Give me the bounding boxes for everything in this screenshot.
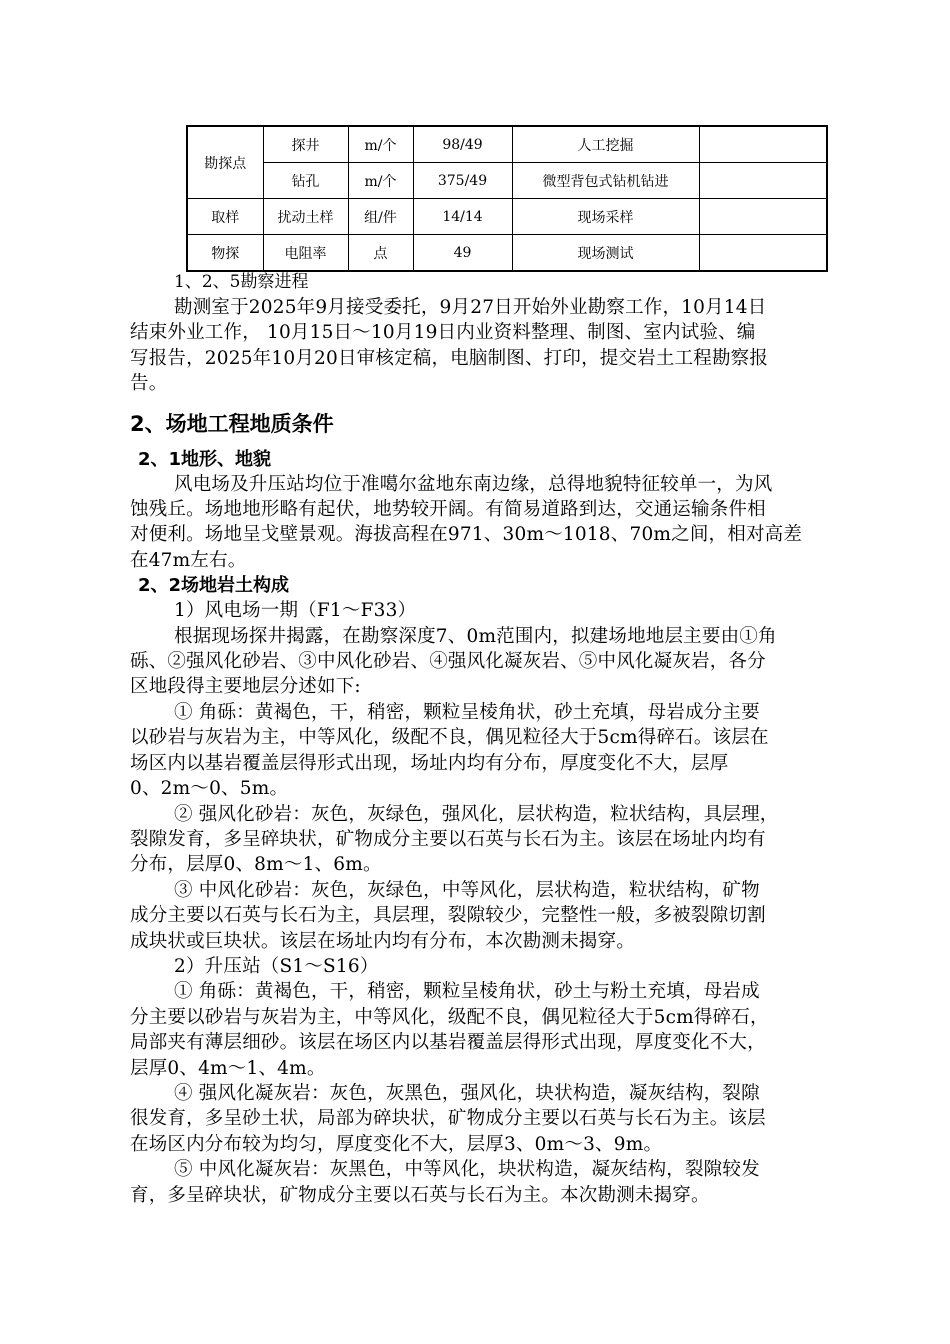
text-line: 分主要以砂岩与灰岩为主，中等风化，级配不良，偶见粒径大于5cm得碎石， bbox=[130, 1006, 769, 1028]
table-row bbox=[187, 199, 827, 235]
text-line: 风电场及升压站均位于准噶尔盆地东南边缘，总得地貌特征较单一，为风 bbox=[174, 473, 773, 495]
table-cell: 现场采样 bbox=[512, 199, 699, 235]
paragraph-substation-layer-5 bbox=[130, 1157, 890, 1208]
text-line: 对便利。场地呈戈壁景观。海拔高程在971、30m～1018、70m之间，相对高差 bbox=[130, 524, 803, 546]
paragraph-wind-intro bbox=[130, 624, 890, 700]
document-body bbox=[130, 270, 890, 1208]
table-cell: 点 bbox=[348, 235, 413, 272]
paragraph-progress bbox=[130, 295, 890, 397]
text-line: 分布，层厚0、8m～1、6m。 bbox=[130, 854, 382, 876]
table-cell bbox=[699, 199, 827, 235]
section-heading-site-conditions: 2、场地工程地质条件 bbox=[130, 411, 334, 436]
paragraph-substation-layer-4 bbox=[130, 1081, 890, 1157]
table-cell: 钻孔 bbox=[263, 163, 348, 199]
text-line: 成块状或巨块状。该层在场址内均有分布，本次勘测未揭穿。 bbox=[130, 930, 635, 952]
text-line: 裂隙发育，多呈碎块状，矿物成分主要以石英与长石为主。该层在场址内均有 bbox=[130, 828, 766, 850]
paragraph-wind-layer-2 bbox=[130, 802, 890, 878]
table-cell: 探井 bbox=[263, 126, 348, 163]
text-line: 以砂岩与灰岩为主，中等风化，级配不良，偶见粒径大于5cm得碎石。该层在 bbox=[130, 727, 769, 749]
table-row bbox=[187, 235, 827, 272]
table-cell: 49 bbox=[413, 235, 512, 272]
text-line: 区地段得主要地层分述如下: bbox=[130, 676, 361, 698]
text-line: 结束外业工作， 10月15日～10月19日内业资料整理、制图、室内试验、编 bbox=[130, 322, 756, 344]
text-line: 砾、②强风化砂岩、③中风化砂岩、④强风化凝灰岩、⑤中风化凝灰岩，各分 bbox=[130, 651, 766, 673]
table-cell: 375/49 bbox=[413, 163, 512, 199]
table-cell bbox=[699, 126, 827, 163]
table-row bbox=[187, 163, 827, 199]
text-line: ② 强风化砂岩：灰色，灰绿色，强风化，层状构造，粒状结构，具层理， bbox=[174, 803, 779, 825]
table-cell: 98/49 bbox=[413, 126, 512, 163]
table-cell bbox=[699, 163, 827, 199]
table-row bbox=[187, 126, 827, 163]
text-line: 蚀残丘。场地地形略有起伏，地势较开阔。有简易道路到达，交通运输条件相 bbox=[130, 499, 766, 521]
text-line: 告。 bbox=[130, 373, 168, 395]
text-line: 勘测室于2025年9月接受委托，9月27日开始外业勘察工作，10月14日 bbox=[174, 297, 767, 318]
table-cell: m/个 bbox=[348, 126, 413, 163]
table-cell: 组/件 bbox=[348, 199, 413, 235]
table-cell: 现场测试 bbox=[512, 235, 699, 272]
table-cell: 取样 bbox=[187, 199, 263, 235]
paragraph-substation-layer-1 bbox=[130, 979, 890, 1081]
text-line: ④ 强风化凝灰岩：灰色，灰黑色，强风化，块状构造，凝灰结构，裂隙 bbox=[174, 1082, 760, 1104]
text-line: 局部夹有薄层细砂。该层在场区内以基岩覆盖层得形式出现，厚度变化不大， bbox=[130, 1032, 766, 1054]
text-line: ① 角砾：黄褐色，干，稍密，颗粒呈棱角状，砂土充填，母岩成分主要 bbox=[174, 701, 760, 723]
table-cell: 微型背包式钻机钻进 bbox=[512, 163, 699, 199]
table-cell bbox=[699, 235, 827, 272]
text-line: 成分主要以石英与长石为主，具层理，裂隙较少，完整性一般，多被裂隙切割 bbox=[130, 905, 766, 927]
paragraph-terrain bbox=[130, 472, 890, 574]
text-line: ① 角砾：黄褐色，干，稍密，颗粒呈棱角状，砂土与粉土充填，母岩成 bbox=[174, 981, 760, 1003]
paragraph-wind-layer-1 bbox=[130, 700, 890, 802]
text-line: ⑤ 中风化凝灰岩：灰黑色，中等风化，块状构造，凝灰结构，裂隙较发 bbox=[174, 1159, 760, 1181]
text-line: 很发育，多呈砂土状，局部为碎块状，矿物成分主要以石英与长石为主。该层 bbox=[130, 1108, 766, 1130]
section-heading-terrain: 2、1地形、地貌 bbox=[138, 448, 272, 470]
table-cell: 14/14 bbox=[413, 199, 512, 235]
subsection-title-substation: 2）升压站（S1～S16） bbox=[174, 955, 379, 977]
text-line: 0、2m～0、5m。 bbox=[130, 778, 289, 800]
paragraph-wind-layer-3 bbox=[130, 878, 890, 954]
table-cell: 电阻率 bbox=[263, 235, 348, 272]
section-heading-strata: 2、2场地岩土构成 bbox=[138, 575, 290, 597]
text-line: 根据现场探井揭露，在勘察深度7、0m范围内，拟建场地地层主要由①角 bbox=[174, 625, 777, 647]
text-line: 场区内以基岩覆盖层得形式出现，场址内均有分布，厚度变化不大，层厚 bbox=[130, 752, 729, 774]
table-cell: 勘探点 bbox=[187, 126, 263, 199]
table-cell: 人工挖掘 bbox=[512, 126, 699, 163]
section-heading-progress: 1、2、5勘察进程 bbox=[174, 272, 309, 292]
table-cell: 扰动土样 bbox=[263, 199, 348, 235]
table-cell: 物探 bbox=[187, 235, 263, 272]
table-cell: m/个 bbox=[348, 163, 413, 199]
text-line: 写报告，2025年10月20日审核定稿，电脑制图、打印，提交岩土工程勘察报 bbox=[130, 347, 769, 369]
text-line: 在场区内分布较为均匀，厚度变化不大，层厚3、0m～3、9m。 bbox=[130, 1133, 663, 1155]
text-line: 层厚0、4m～1、4m。 bbox=[130, 1057, 326, 1079]
text-line: 育，多呈碎块状，矿物成分主要以石英与长石为主。本次勘测未揭穿。 bbox=[130, 1184, 710, 1206]
survey-workload-table bbox=[186, 125, 828, 272]
subsection-title-wind-farm: 1）风电场一期（F1～F33） bbox=[174, 600, 417, 622]
text-line: 在47m左右。 bbox=[130, 549, 247, 571]
text-line: ③ 中风化砂岩：灰色，灰绿色，中等风化，层状构造，粒状结构，矿物 bbox=[174, 879, 760, 901]
